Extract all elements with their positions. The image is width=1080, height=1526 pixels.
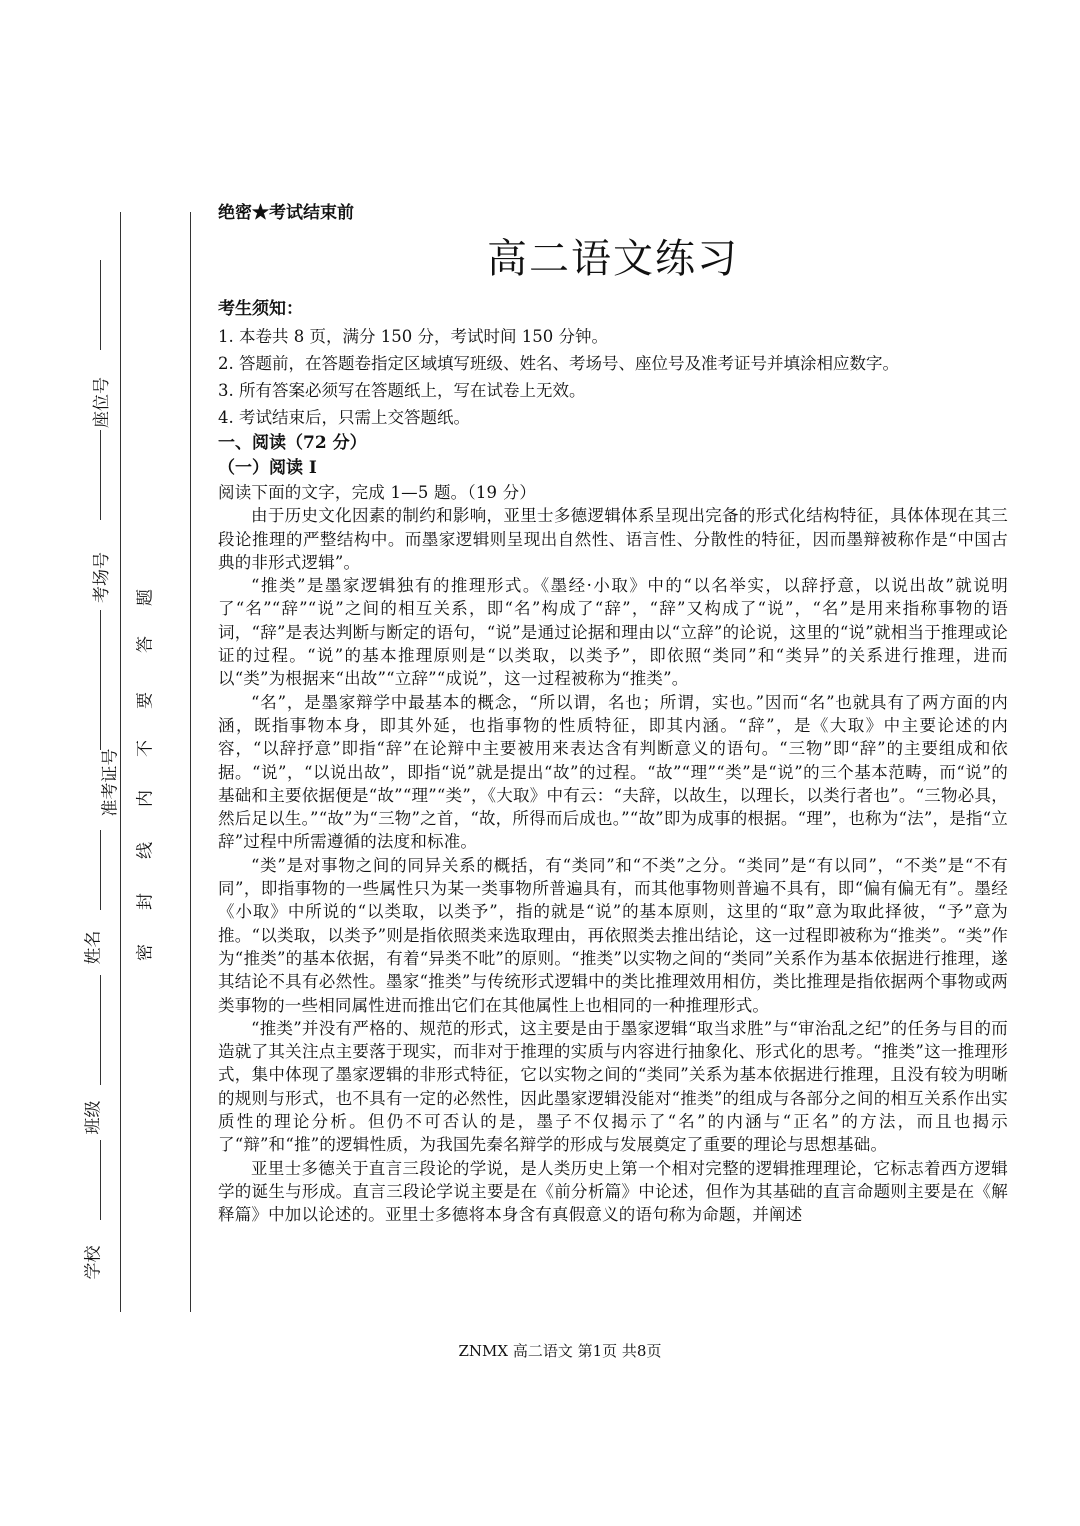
seal-char: 要 xyxy=(135,692,156,709)
class-underline xyxy=(100,1140,101,1220)
admission-number-underline xyxy=(100,830,101,910)
reading-paragraph: “推类”是墨家逻辑独有的推理形式。《墨经·小取》中的“以名举实，以辞抒意，以说出故”就说明了“名”“辞”“说”之间的相互关系，即“名”构成了“辞”，“辞”又构成了“说”，“名”是用来指称事物的语词，“辞”是表达判断与断定的语句，“说”是通过论据和理由以“立辞”的论说，这里的“说”就相当于推理或论证的过程。“说”的基本推理原则是“以类取，以类予”，即依照“类同”和“类异”的关系进行推理，进而以“类”为根据来“出故”“立辞”“成说”，这一过程被称为“推类”。 xyxy=(218,576,1008,689)
confidential-notice: 绝密★考试结束前 xyxy=(218,203,354,223)
seal-char: 答 xyxy=(135,636,156,653)
page-title: 高二语文练习 xyxy=(487,236,739,282)
seal-char: 密 xyxy=(135,944,156,961)
subsection-heading: （一）阅读 I xyxy=(218,458,317,478)
exam-room-field[interactable] xyxy=(44,545,124,645)
seal-char: 不 xyxy=(135,740,156,757)
notice-heading: 考生须知： xyxy=(218,299,303,319)
name-underline xyxy=(100,975,101,1085)
section-heading: 一、阅读（72 分） xyxy=(218,433,367,453)
reading-paragraph: 由于历史文化因素的制约和影响，亚里士多德逻辑体系呈现出完备的形式化结构特征，具体体现在其三段论推理的严整结构中。而墨家逻辑则呈现出自然性、语言性、分散性的特征，因而墨辩被称作是“中国古典的非形式逻辑”。 xyxy=(218,506,1008,572)
admission-number-field[interactable] xyxy=(44,748,124,860)
class-label: 班级 xyxy=(83,1100,104,1135)
notice-item: 1. 本卷共 8 页，满分 150 分，考试时间 150 分钟。 xyxy=(218,327,608,346)
reading-paragraph: “名”，是墨家辩学中最基本的概念，“所以谓，名也；所谓，实也。”因而“名”也就具有了两方面的内涵，既指事物本身，即其外延，也指事物的性质特征，即其内涵。“辞”，是《大取》中主要论述的内容，“以辞抒意”即指“辞”在论辩中主要被用来表达含有判断意义的语句。“三物”即“辞”的主要组成和依据。“说”，“以说出故”，即指“说”就是提出“故”的过程。“故”“理”“类”是“说”的三个基本范畴，而“说”的基础和主要依据便是“故”“理”“类”，《大取》中有云：“夫辞，以故生，以理长，以类行者也”。“三物必具，然后足以生。”“故”为“三物”之首，“故，所得而后成也。”“故”即为成事的根据。“理”，也称为“法”，是指“立辞”过程中所需遵循的法度和标准。 xyxy=(218,692,1008,852)
reading-paragraph: “类”是对事物之间的同异关系的概括，有“类同”和“不类”之分。“类同”是“有以同”，“不类”是“不有同”，即指事物的一些属性只为某一类事物所普遍具有，而其他事物则普遍不具有，即“偏有偏无有”。墨经《小取》中所说的“以类取，以类予”，指的就是“说”的基本原则，这里的“取”意为取此择彼，“予”意为推。“以类取，以类予”则是指依照类来选取理由，再依照类去推出结论，这一过程即被称为“推类”。“类”作为“推类”的基本依据，有着“异类不吡”的原则。“推类”以实物之间的“类同”关系作为基本依据进行推理，遂其结论不具有必然性。墨家“推类”与传统形式逻辑中的类比推理效用相仿，类比推理是指依据两个事物或两类事物的一些相同属性进而推出它们在其他属性上也相同的一种推理形式。 xyxy=(218,855,1008,1015)
exam-page-body xyxy=(218,198,1008,1227)
reading-paragraph: “推类”并没有严格的、规范的形式，这主要是由于墨家逻辑“取当求胜”与“审治乱之纪”的任务与目的而造就了其关注点主要落于现实，而非对于推理的实质与内容进行抽象化、形式化的思考。“推类”这一推理形式，集中体现了墨家逻辑的非形式特征，它以实物之间的“类同”关系为基本依据进行推理，且没有较为明晰的规则与形式，也不具有一定的必然性，因此墨家逻辑没能对“推类”的组成与各部分之间的相互关系作出实质性的理论分析。但仍不可否认的是，墨子不仅揭示了“名”的内涵与“正名”的方法，而且也揭示了“辩”和“推”的逻辑性质，为我国先秦名辩学的形成与发展奠定了重要的理论与思想基础。 xyxy=(218,1018,1008,1155)
seal-char: 内 xyxy=(135,790,156,807)
name-field[interactable] xyxy=(44,925,124,1005)
seat-number-field[interactable] xyxy=(44,360,124,480)
seat-number-underline xyxy=(100,260,101,350)
name-label: 姓名 xyxy=(83,930,104,965)
reading-paragraph: 亚里士多德关于直言三段论的学说，是人类历史上第一个相对完整的逻辑推理理论，它标志着西方逻辑学的诞生与形成。直言三段论学说主要是在《前分析篇》中论述，但作为其基础的直言命题则主要是在《解释篇》中加以论述的。亚里士多德将本身含有真假意义的语句称为命题，并阐述 xyxy=(218,1158,1008,1225)
exam-room-underline xyxy=(100,610,101,750)
binding-margin xyxy=(0,0,200,1526)
question-instruction: 阅读下面的文字，完成 1—5 题。（19 分） xyxy=(218,483,537,502)
school-field[interactable] xyxy=(44,1240,124,1320)
page-footer: ZNMX 高二语文 第1页 共8页 xyxy=(458,1342,662,1360)
school-label: 学校 xyxy=(83,1245,104,1280)
admission-number-label: 准考证号 xyxy=(100,748,121,817)
binding-line-inner xyxy=(190,212,191,1312)
seal-char: 封 xyxy=(135,893,156,910)
notice-item: 2. 答题前，在答题卷指定区域填写班级、姓名、考场号、座位号及准考证号并填涂相应数字。 xyxy=(218,354,899,373)
seal-char: 题 xyxy=(135,589,156,606)
seal-char: 线 xyxy=(135,842,156,859)
class-field[interactable] xyxy=(44,1095,124,1175)
seat-number-label: 座位号 xyxy=(92,377,112,428)
exam-room-label: 考场号 xyxy=(92,552,112,603)
seat-number-underline xyxy=(100,430,101,520)
notice-item: 3. 所有答案必须写在答题纸上，写在试卷上无效。 xyxy=(218,381,586,400)
notice-item: 4. 考试结束后，只需上交答题纸。 xyxy=(218,408,470,427)
